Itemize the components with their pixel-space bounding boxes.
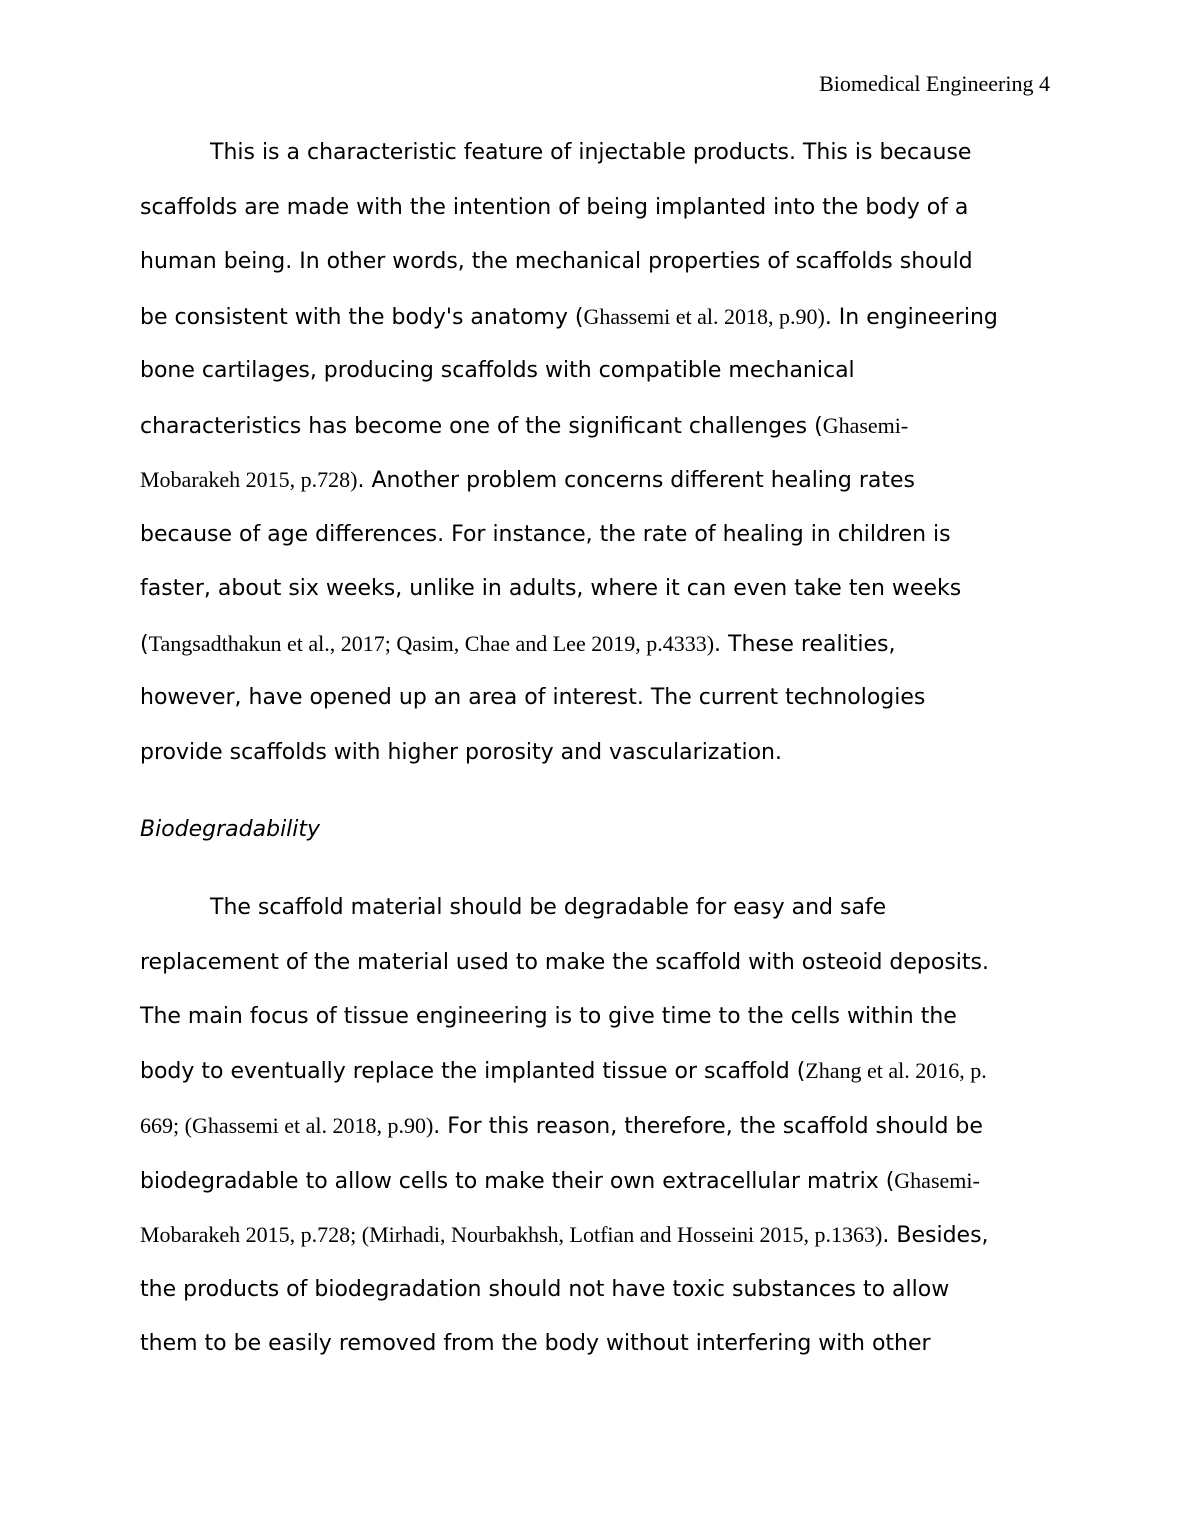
text-line: The main focus of tissue engineering is to give time to the cells within the: [140, 1004, 957, 1029]
citation: Tangsadthakun et al., 2017; Qasim, Chae and Lee 2019, p.4333): [148, 631, 715, 656]
citation: Ghasemi-: [822, 413, 909, 438]
text-line: provide scaffolds with higher porosity and vascularization.: [140, 740, 782, 765]
text-line: scaffolds are made with the intention of being implanted into the body of a: [140, 195, 969, 220]
text-line: [140, 1166, 980, 1197]
citation: Mobarakeh 2015, p.728; (Mirhadi, Nourbakhsh, Lotfian and Hosseini 2015, p.1363): [140, 1222, 883, 1247]
text-run: characteristics has become one of the significant challenges (: [140, 414, 823, 439]
citation: Zhang et al. 2016, p.: [805, 1058, 987, 1083]
text-run: body to eventually replace the implanted tissue or scaffold (: [140, 1059, 806, 1084]
text-line: The scaffold material should be degradable for easy and safe: [210, 895, 887, 920]
text-line: because of age differences. For instance, the rate of healing in children is: [140, 522, 951, 547]
text-run: . For this reason, therefore, the scaffold should be: [433, 1114, 983, 1139]
text-line: them to be easily removed from the body without interfering with other: [140, 1331, 931, 1356]
text-run: biodegradable to allow cells to make their own extracellular matrix (: [140, 1169, 895, 1194]
text-line: however, have opened up an area of interest. The current technologies: [140, 685, 926, 710]
text-line: the products of biodegradation should not have toxic substances to allow: [140, 1277, 950, 1302]
text-run: . Besides,: [882, 1223, 989, 1248]
text-line: [140, 465, 915, 496]
text-line: [140, 1111, 983, 1142]
citation: Ghasemi-: [894, 1168, 980, 1193]
text-line: replacement of the material used to make the scaffold with osteoid deposits.: [140, 950, 989, 975]
text-line: [140, 1056, 987, 1087]
text-line: [140, 302, 998, 333]
citation: Ghassemi et al. 2018, p.90): [583, 304, 825, 329]
text-line: [140, 1220, 989, 1251]
text-line: faster, about six weeks, unlike in adults, where it can even take ten weeks: [140, 576, 962, 601]
citation: 669; (Ghassemi et al. 2018, p.90): [140, 1113, 434, 1138]
citation: Mobarakeh 2015, p.728): [140, 467, 358, 492]
text-run: (: [140, 632, 149, 657]
text-run: be consistent with the body's anatomy (: [140, 305, 584, 330]
text-line: This is a characteristic feature of injectable products. This is because: [210, 140, 972, 165]
text-run: . Another problem concerns different healing rates: [357, 468, 915, 493]
text-line: [140, 411, 908, 442]
text-line: human being. In other words, the mechanical properties of scaffolds should: [140, 249, 973, 274]
running-head: Biomedical Engineering 4: [819, 71, 1050, 96]
text-run: . In engineering: [824, 305, 998, 330]
text-run: . These realities,: [714, 632, 896, 657]
text-line: bone cartilages, producing scaffolds with compatible mechanical: [140, 358, 855, 383]
text-line: [140, 629, 895, 660]
section-heading: Biodegradability: [140, 817, 321, 842]
